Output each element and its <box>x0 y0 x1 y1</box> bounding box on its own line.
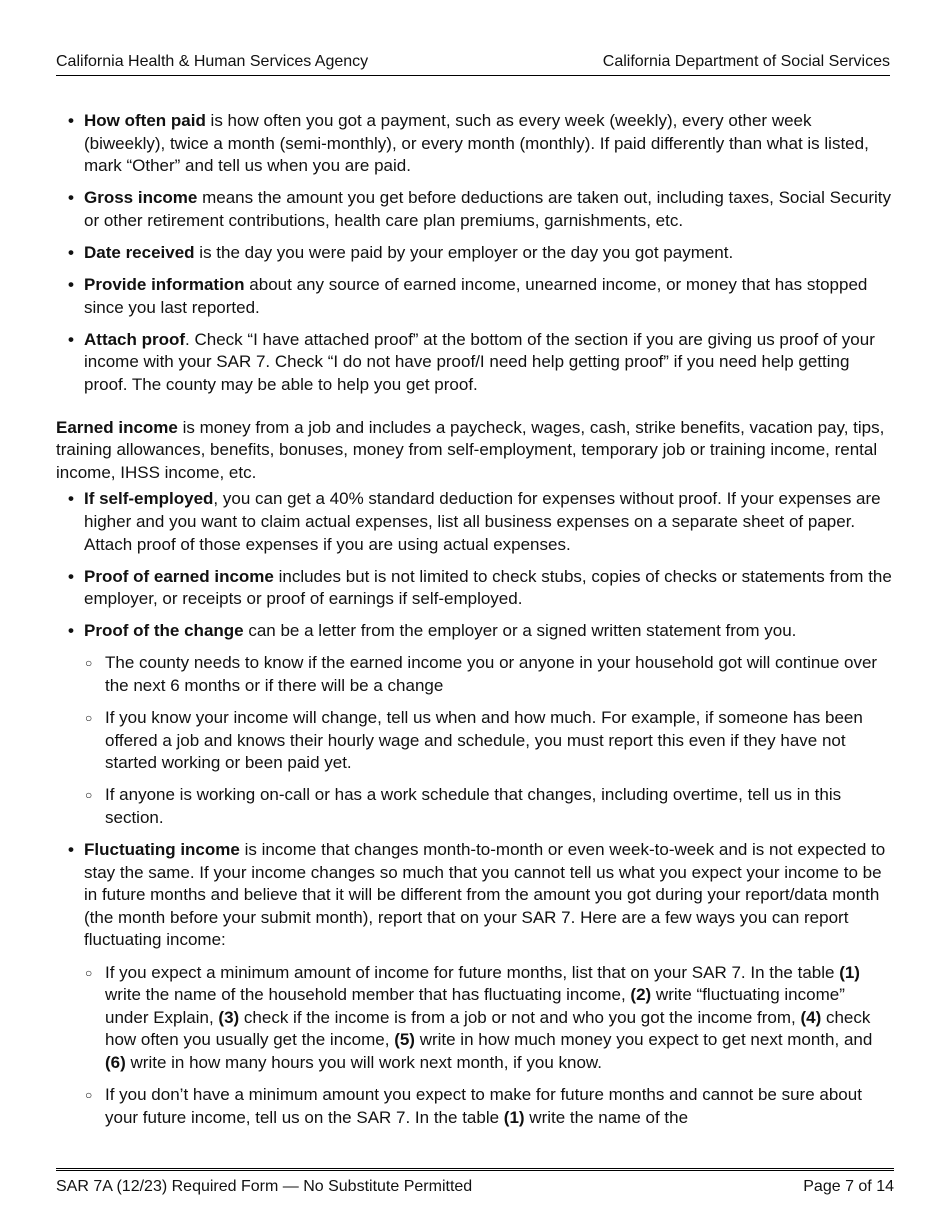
list-item: • Proof of the change can be a letter from the employer or a signed written statement from you. <box>56 620 892 643</box>
list-item: • How often paid is how often you got a payment, such as every week (weekly), every other week (biweekly), twice a month (semi-monthly), or every month (monthly). If paid differently than what is listed, mark “Other” and tell us when you are paid. <box>56 110 892 178</box>
header-department: California Department of Social Services <box>602 53 890 70</box>
header-agency: California Health & Human Services Agency <box>56 53 369 70</box>
earned-income-paragraph: Earned income is money from a job and includes a paycheck, wages, cash, strike benefits, vacation pay, tips, training allowances, benefits, bonuses, money from self-employment, temporary job or training income, rental income, IHSS income, etc. <box>56 417 885 482</box>
page-content <box>56 110 892 1139</box>
sub-list-item: ○ If you expect a minimum amount of income for future months, list that on your SAR 7. In the table (1) write the name of the household member that has fluctuating income, (2) write “fluctuating income” under Explain, (3) check if the income is from a job or not and who you got the income from, (4) check how often you usually get the income, (5) write in how much money you expect to get next month, and (6) write in how many hours you will work next month, if you know. <box>56 962 892 1075</box>
change-sublist <box>56 652 892 829</box>
list-item: • Gross income means the amount you get before deductions are taken out, including taxes, Social Security or other retirement contributions, health care plan premiums, garnishments, etc. <box>56 187 892 232</box>
fluctuating-sublist <box>56 962 892 1130</box>
footer-page-number: Page 7 of 14 <box>803 1178 894 1195</box>
sub-list-item: ○ If you don’t have a minimum amount you expect to make for future months and cannot be sure about your future income, tell us on the SAR 7. In the table (1) write the name of the <box>56 1084 892 1129</box>
list-item: • Date received is the day you were paid by your employer or the day you got payment. <box>56 242 892 265</box>
page-footer <box>56 1168 894 1197</box>
list-item: • If self-employed, you can get a 40% standard deduction for expenses without proof. If your expenses are higher and you want to claim actual expenses, list all business expenses on a separate sheet of paper. Attach proof of those expenses if you are using actual expenses. <box>56 488 892 556</box>
list-item: • Proof of earned income includes but is not limited to check stubs, copies of checks or statements from the employer, or receipts or proof of earnings if self-employed. <box>56 566 892 611</box>
page-header <box>56 52 890 76</box>
footer-form-id: SAR 7A (12/23) Required Form — No Substitute Permitted <box>56 1178 473 1195</box>
sub-list-item: ○ The county needs to know if the earned income you or anyone in your household got will continue over the next 6 months or if there will be a change <box>56 652 892 697</box>
fluctuating-list <box>56 839 892 952</box>
definitions-list <box>56 110 892 397</box>
list-item: • Attach proof. Check “I have attached proof” at the bottom of the section if you are giving us proof of your income with your SAR 7. Check “I do not have proof/I need help getting proof” if you need help getting proof. The county may be able to help you get proof. <box>56 329 892 397</box>
earned-income-list <box>56 488 892 643</box>
sub-list-item: ○ If you know your income will change, tell us when and how much. For example, if someone has been offered a job and knows their hourly wage and schedule, you must report this even if they have not started working or been paid yet. <box>56 707 892 775</box>
sub-list-item: ○ If anyone is working on-call or has a work schedule that changes, including overtime, tell us in this section. <box>56 784 892 829</box>
list-item: • Provide information about any source of earned income, unearned income, or money that has stopped since you last reported. <box>56 274 892 319</box>
list-item: • Fluctuating income is income that changes month-to-month or even week-to-week and is not expected to stay the same. If your income changes so much that you cannot tell us what you expect your income to be in future months and believe that it will be different from the amount you got during your report/data month (the month before your submit month), report that on your SAR 7. Here are a few ways you can report fluctuating income: <box>56 839 892 952</box>
